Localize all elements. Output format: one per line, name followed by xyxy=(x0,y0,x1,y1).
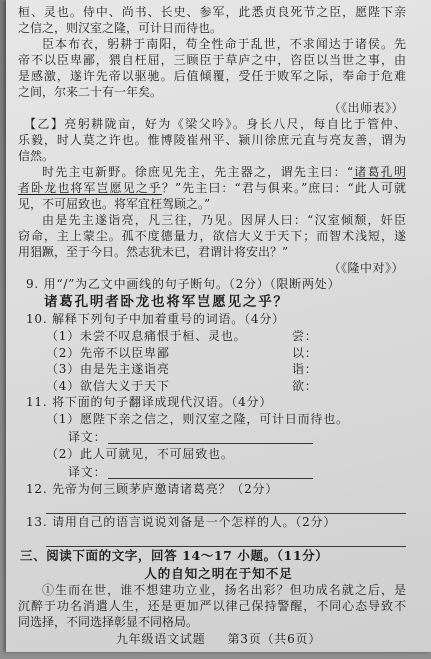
question-9-prompt: 9. 用“/”为乙文中画线的句子断句。（2分）（限断两处） xyxy=(26,277,341,291)
article-line: ①生而在世，谁不想建功立业，扬名出彩？但功成名就之后，是 xyxy=(42,583,406,597)
article-line: 沉醉于功名消遣人生，还是更加严以律己保持警醒，不同心态导致不 xyxy=(18,599,406,613)
passage-line xyxy=(18,164,406,180)
question-10-item-word: 欲： xyxy=(292,378,318,393)
question-10-item-word: 诣： xyxy=(292,362,318,376)
passage-line: 是感激，遂许先帝以驱驰。后值倾覆，受任于败军之际，奉命于危难 xyxy=(18,69,406,83)
question-10-prompt: 10. 解释下列句子中加着重号的词语。（4分） xyxy=(26,312,285,326)
question-10-item-text: （3）由是先主遂诣亮 xyxy=(46,362,170,376)
passage-line: 帝不以臣卑鄙，猥自枉屈，三顾臣于草庐之中，咨臣以当世之事，由 xyxy=(18,53,406,67)
question-10-item-word: 尝： xyxy=(292,329,318,343)
question-11-sentence: （2）此人可就见，不可屈致也。 xyxy=(46,447,234,461)
passage-line: 见，不可屈致也。将军宜枉驾顾之。” xyxy=(18,197,211,211)
answer-blank-line xyxy=(108,431,313,444)
classical-passage xyxy=(6,4,431,276)
question-10-item xyxy=(6,378,431,395)
article-title: 人的自知之明在于知不足 xyxy=(144,566,293,581)
article-body xyxy=(6,582,431,630)
passage-line: 之信之，则汉室之隆，可计日而待也。 xyxy=(18,21,223,35)
source-citation: （《出师表》） xyxy=(328,101,404,115)
passage-line: 窃命，主上蒙尘。孤不度德量力，欲信大义于天下；而智术浅短，遂 xyxy=(18,229,406,243)
question-10-item-text: （1）未尝不叹息痛恨于桓、灵也。 xyxy=(46,329,247,343)
question-13-prompt: 13. 请用自己的语言说说刘备是一个怎样的人。（2分） xyxy=(26,515,337,529)
passage-text: 时先主屯新野。徐庶见先主，先主器之，谓先主曰：“ xyxy=(42,165,353,179)
passage-line: 由是先主遂诣亮，凡三往，乃见。因屏人曰：“汉室倾颓，奸臣 xyxy=(42,213,406,227)
question-9-sentence: 诸葛孔明者卧龙也将军岂愿见之乎？ xyxy=(44,294,289,310)
answer-blank-line xyxy=(108,466,313,479)
question-11-sentence: （1）愿陛下亲之信之，则汉室之隆，可计日而待也。 xyxy=(46,412,349,426)
passage-line xyxy=(18,180,406,196)
passage-line: 桓、灵也。侍中、尚书、长史、参军，此悉贞良死节之臣，愿陛下亲 xyxy=(18,5,406,19)
passage-text: ？”先主曰：“君与俱来。”庶曰：“此人可就 xyxy=(161,181,406,195)
passage-line: 信然。 xyxy=(18,149,55,163)
question-10-item xyxy=(6,345,431,362)
article-line: 同选择，不同选择彰显不同格局。 xyxy=(18,615,199,629)
translation-answer-row xyxy=(6,428,431,446)
passage-line: 用猖蹶，至于今日。然志犹未已，君谓计将安出？” xyxy=(18,245,289,259)
section-heading: 三、阅读下面的文字，回答 14～17 小题。（11分） xyxy=(20,548,329,563)
marked-sentence-part: 诸葛孔明 xyxy=(352,165,406,179)
question-list xyxy=(6,276,431,547)
question-10-item-text: （2）先帝不以臣卑鄙 xyxy=(46,345,170,360)
question-12-prompt: 12. 先帝为何三顾茅庐邀请诸葛亮？（2分） xyxy=(26,482,279,496)
translation-label: 译文： xyxy=(68,465,107,479)
page-number: 第3页（共6页） xyxy=(227,632,322,646)
answer-blank-line xyxy=(46,531,406,547)
question-10-item-word: 以： xyxy=(292,345,318,360)
exam-paper-sheet xyxy=(6,0,431,652)
page-footer xyxy=(6,630,431,648)
passage-line: 【乙】亮躬耕陇亩，好为《梁父吟》。身长八尺，每自比于管仲、 xyxy=(24,117,406,131)
translation-label: 译文： xyxy=(68,430,107,444)
passage-line: 乐毅，时人莫之许也。惟博陵崔州平、颍川徐庶元直与亮友善，谓为 xyxy=(18,133,406,147)
passage-line: 臣本布衣，躬耕于南阳，苟全性命于乱世，不求闻达于诸侯。先 xyxy=(42,37,406,51)
question-11-prompt: 11. 将下面的句子翻译成现代汉语。（4分） xyxy=(26,395,273,409)
marked-sentence-part: 者卧龙也将军岂愿见之乎 xyxy=(18,181,162,195)
question-10-item-text: （4）欲信大义于天下 xyxy=(46,378,170,393)
question-10-item xyxy=(6,328,431,345)
translation-answer-row xyxy=(6,463,431,481)
question-10-item xyxy=(6,361,431,378)
answer-blank-line xyxy=(46,498,406,514)
passage-line: 之间，尔来二十有一年矣。 xyxy=(18,85,163,99)
source-citation: （《隆中对》） xyxy=(328,261,404,275)
modern-reading-section xyxy=(6,547,431,630)
exam-name: 九年级语文试题 xyxy=(115,632,206,646)
